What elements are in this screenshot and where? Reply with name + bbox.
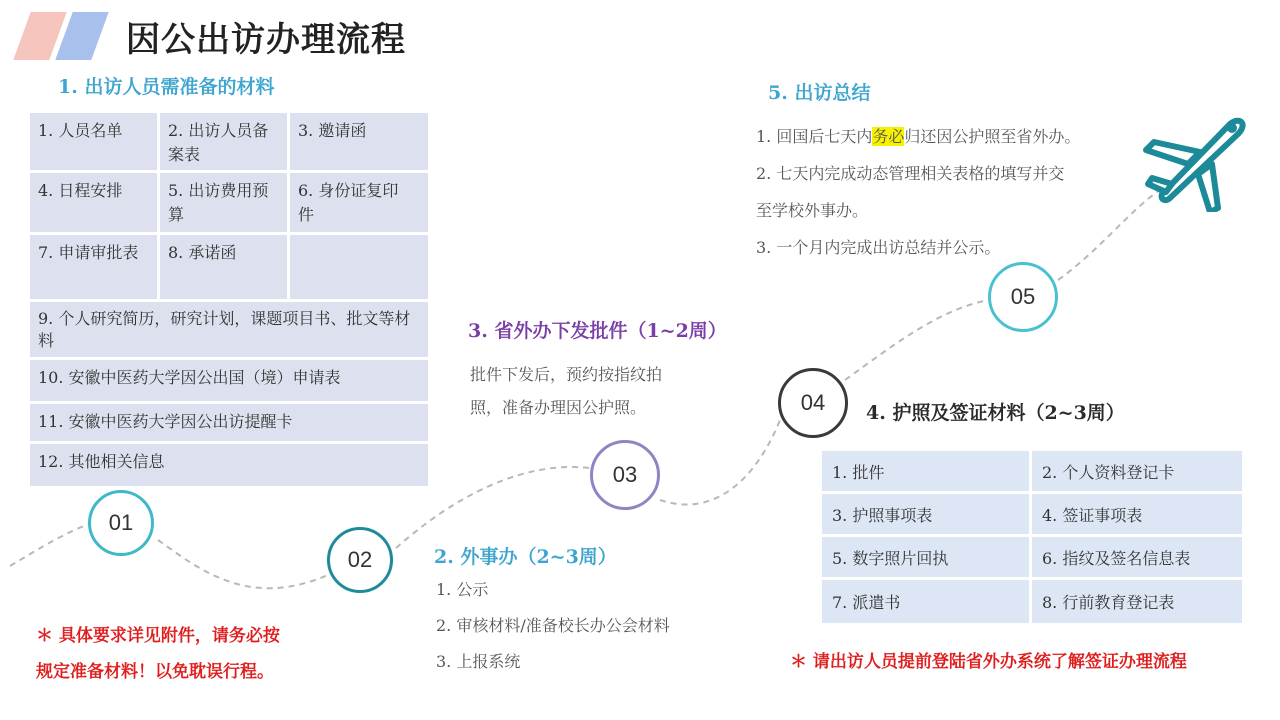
table-row	[822, 451, 1242, 494]
table-cell: 2. 个人资料登记卡	[1042, 462, 1175, 482]
page-title: 因公出访办理流程	[126, 20, 406, 60]
table-row	[30, 444, 428, 486]
table-row	[30, 360, 428, 404]
table-cell: 11. 安徽中医药大学因公出访提醒卡	[38, 412, 293, 431]
list-item: 2. 七天内完成动态管理相关表格的填写并交	[756, 164, 1065, 183]
table-cell: 4. 日程安排	[30, 173, 160, 232]
highlight-text: 务必	[872, 127, 905, 146]
materials-table	[30, 113, 428, 486]
table-row	[822, 580, 1242, 623]
note-line: 规定准备材料！以免耽误行程。	[36, 662, 274, 682]
step-circle-02: 02	[327, 527, 393, 593]
table-row	[822, 537, 1242, 580]
step3-text	[470, 358, 662, 424]
text-segment: 归还因公护照至省外办。	[904, 127, 1081, 146]
table-row	[30, 302, 428, 360]
list-item	[756, 118, 1176, 155]
note-line: ＊ 具体要求详见附件，请务必按	[36, 626, 280, 646]
list-item: 1. 公示	[436, 580, 489, 599]
table-cell: 4. 签证事项表	[1042, 505, 1143, 525]
table-cell: 10. 安徽中医药大学因公出国（境）申请表	[38, 368, 341, 387]
table-cell: 9. 个人研究简历，研究计划，课题项目书、批文等材料	[38, 309, 411, 350]
airplane-icon	[1140, 112, 1248, 212]
table-row	[30, 235, 428, 302]
table-cell: 5. 出访费用预算	[160, 173, 290, 232]
list-item: 3. 上报系统	[436, 652, 521, 671]
step-circle-01: 01	[88, 490, 154, 556]
table-row	[30, 113, 428, 173]
step-circle-05: 05	[988, 262, 1058, 332]
table-row	[30, 173, 428, 235]
table-cell: 2. 出访人员备案表	[160, 113, 290, 170]
step3-heading: 3. 省外办下发批件（1~2周）	[468, 320, 727, 342]
step4-heading: 4. 护照及签证材料（2~3周）	[866, 402, 1125, 424]
table-cell: 6. 身份证复印件	[298, 181, 399, 224]
step5-list	[756, 118, 1176, 266]
table-cell: 1. 批件	[822, 451, 1032, 491]
list-item: 3. 一个月内完成出访总结并公示。	[756, 238, 1001, 257]
step4-note: ＊ 请出访人员提前登陆省外办系统了解签证办理流程	[790, 652, 1187, 672]
table-row	[822, 494, 1242, 537]
text-line: 批件下发后，预约按指纹拍	[470, 365, 663, 384]
text-line: 照，准备办理因公护照。	[470, 398, 647, 417]
step2-heading: 2. 外事办（2~3周）	[434, 546, 617, 568]
table-cell: 6. 指纹及签名信息表	[1042, 548, 1191, 568]
table-cell: 12. 其他相关信息	[38, 452, 165, 471]
step5-heading: 5. 出访总结	[768, 82, 871, 104]
table-cell: 7. 申请审批表	[30, 235, 160, 299]
list-item: 2. 审核材料/准备校长办公会材料	[436, 616, 670, 635]
table-cell: 8. 承诺函	[160, 235, 290, 299]
table-cell	[290, 235, 422, 299]
table-cell: 1. 人员名单	[30, 113, 160, 170]
step1-note	[36, 618, 280, 690]
step1-heading: 1. 出访人员需准备的材料	[58, 76, 275, 98]
text-segment: 1. 回国后七天内	[756, 127, 873, 146]
table-cell: 8. 行前教育登记表	[1042, 593, 1175, 612]
step2-list	[436, 572, 670, 680]
step-circle-03: 03	[590, 440, 660, 510]
list-item: 至学校外事办。	[756, 201, 869, 220]
table-row	[30, 404, 428, 444]
step-circle-04: 04	[778, 368, 848, 438]
passport-visa-table	[822, 451, 1242, 623]
table-cell: 7. 派遣书	[822, 580, 1032, 623]
table-cell: 3. 护照事项表	[822, 494, 1032, 534]
table-cell: 5. 数字照片回执	[822, 537, 1032, 577]
table-cell: 3. 邀请函	[298, 121, 367, 140]
